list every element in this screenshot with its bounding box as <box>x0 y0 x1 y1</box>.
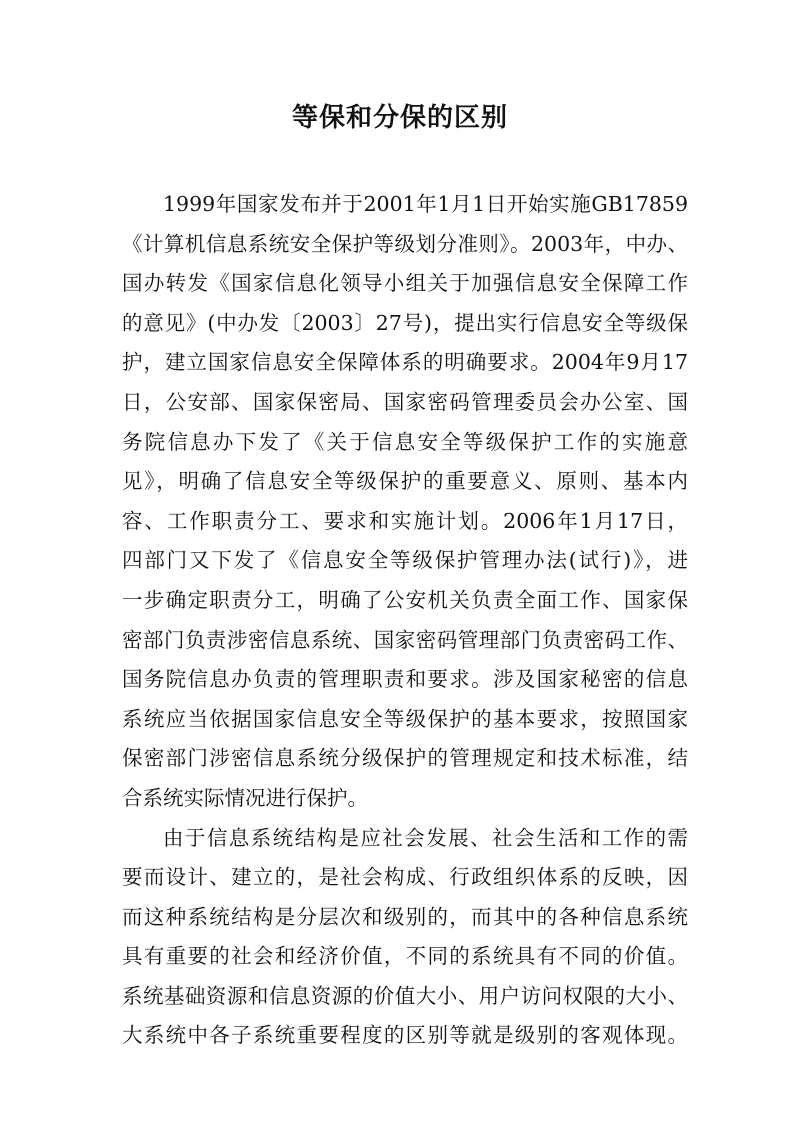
text-line: 四部门又下发了《信息安全等级保护管理办法(试行)》，进 <box>122 548 688 573</box>
text-line: 国办转发《国家信息化领导小组关于加强信息安全保障工作 <box>122 271 688 296</box>
paragraph-1 <box>122 185 688 819</box>
text-line: 《计算机信息系统安全保护等级划分准则》。2003年，中办、 <box>122 231 688 256</box>
text-line: 1999年国家发布并于2001年1月1日开始实施GB17859 <box>163 192 688 216</box>
text-line: 的意见》(中办发〔2003〕27号)，提出实行信息安全等级保 <box>122 310 688 335</box>
text-line: 日，公安部、国家保密局、国家密码管理委员会办公室、国 <box>122 389 688 414</box>
text-line: 护，建立国家信息安全保障体系的明确要求。2004年9月17 <box>122 350 688 375</box>
text-line: 合系统实际情况进行保护。 <box>122 785 368 810</box>
text-line: 而这种系统结构是分层次和级别的，而其中的各种信息系统 <box>122 904 688 929</box>
text-line: 国务院信息办负责的管理职责和要求。涉及国家秘密的信息 <box>122 667 688 692</box>
text-line: 保密部门涉密信息系统分级保护的管理规定和技术标准，结 <box>122 746 688 771</box>
text-line: 密部门负责涉密信息系统、国家密码管理部门负责密码工作、 <box>122 627 688 652</box>
document-body <box>122 185 688 1056</box>
text-line: 一步确定职责分工，明确了公安机关负责全面工作、国家保 <box>122 587 688 612</box>
paragraph-2 <box>122 819 688 1057</box>
text-line: 见》，明确了信息安全等级保护的重要意义、原则、基本内 <box>122 469 688 494</box>
text-line: 系统基础资源和信息资源的价值大小、用户访问权限的大小、 <box>122 983 688 1008</box>
document-title: 等保和分保的区别 <box>291 103 508 133</box>
text-line: 具有重要的社会和经济价值，不同的系统具有不同的价值。 <box>122 944 688 969</box>
text-line: 大系统中各子系统重要程度的区别等就是级别的客观体现。 <box>122 1023 688 1048</box>
text-line: 要而设计、建立的，是社会构成、行政组织体系的反映，因 <box>122 865 688 890</box>
text-line: 容、工作职责分工、要求和实施计划。2006年1月17日， <box>122 508 688 533</box>
text-line: 系统应当依据国家信息安全等级保护的基本要求，按照国家 <box>122 706 688 731</box>
text-line: 务院信息办下发了《关于信息安全等级保护工作的实施意 <box>122 429 688 454</box>
text-line: 由于信息系统结构是应社会发展、社会生活和工作的需 <box>163 825 688 850</box>
